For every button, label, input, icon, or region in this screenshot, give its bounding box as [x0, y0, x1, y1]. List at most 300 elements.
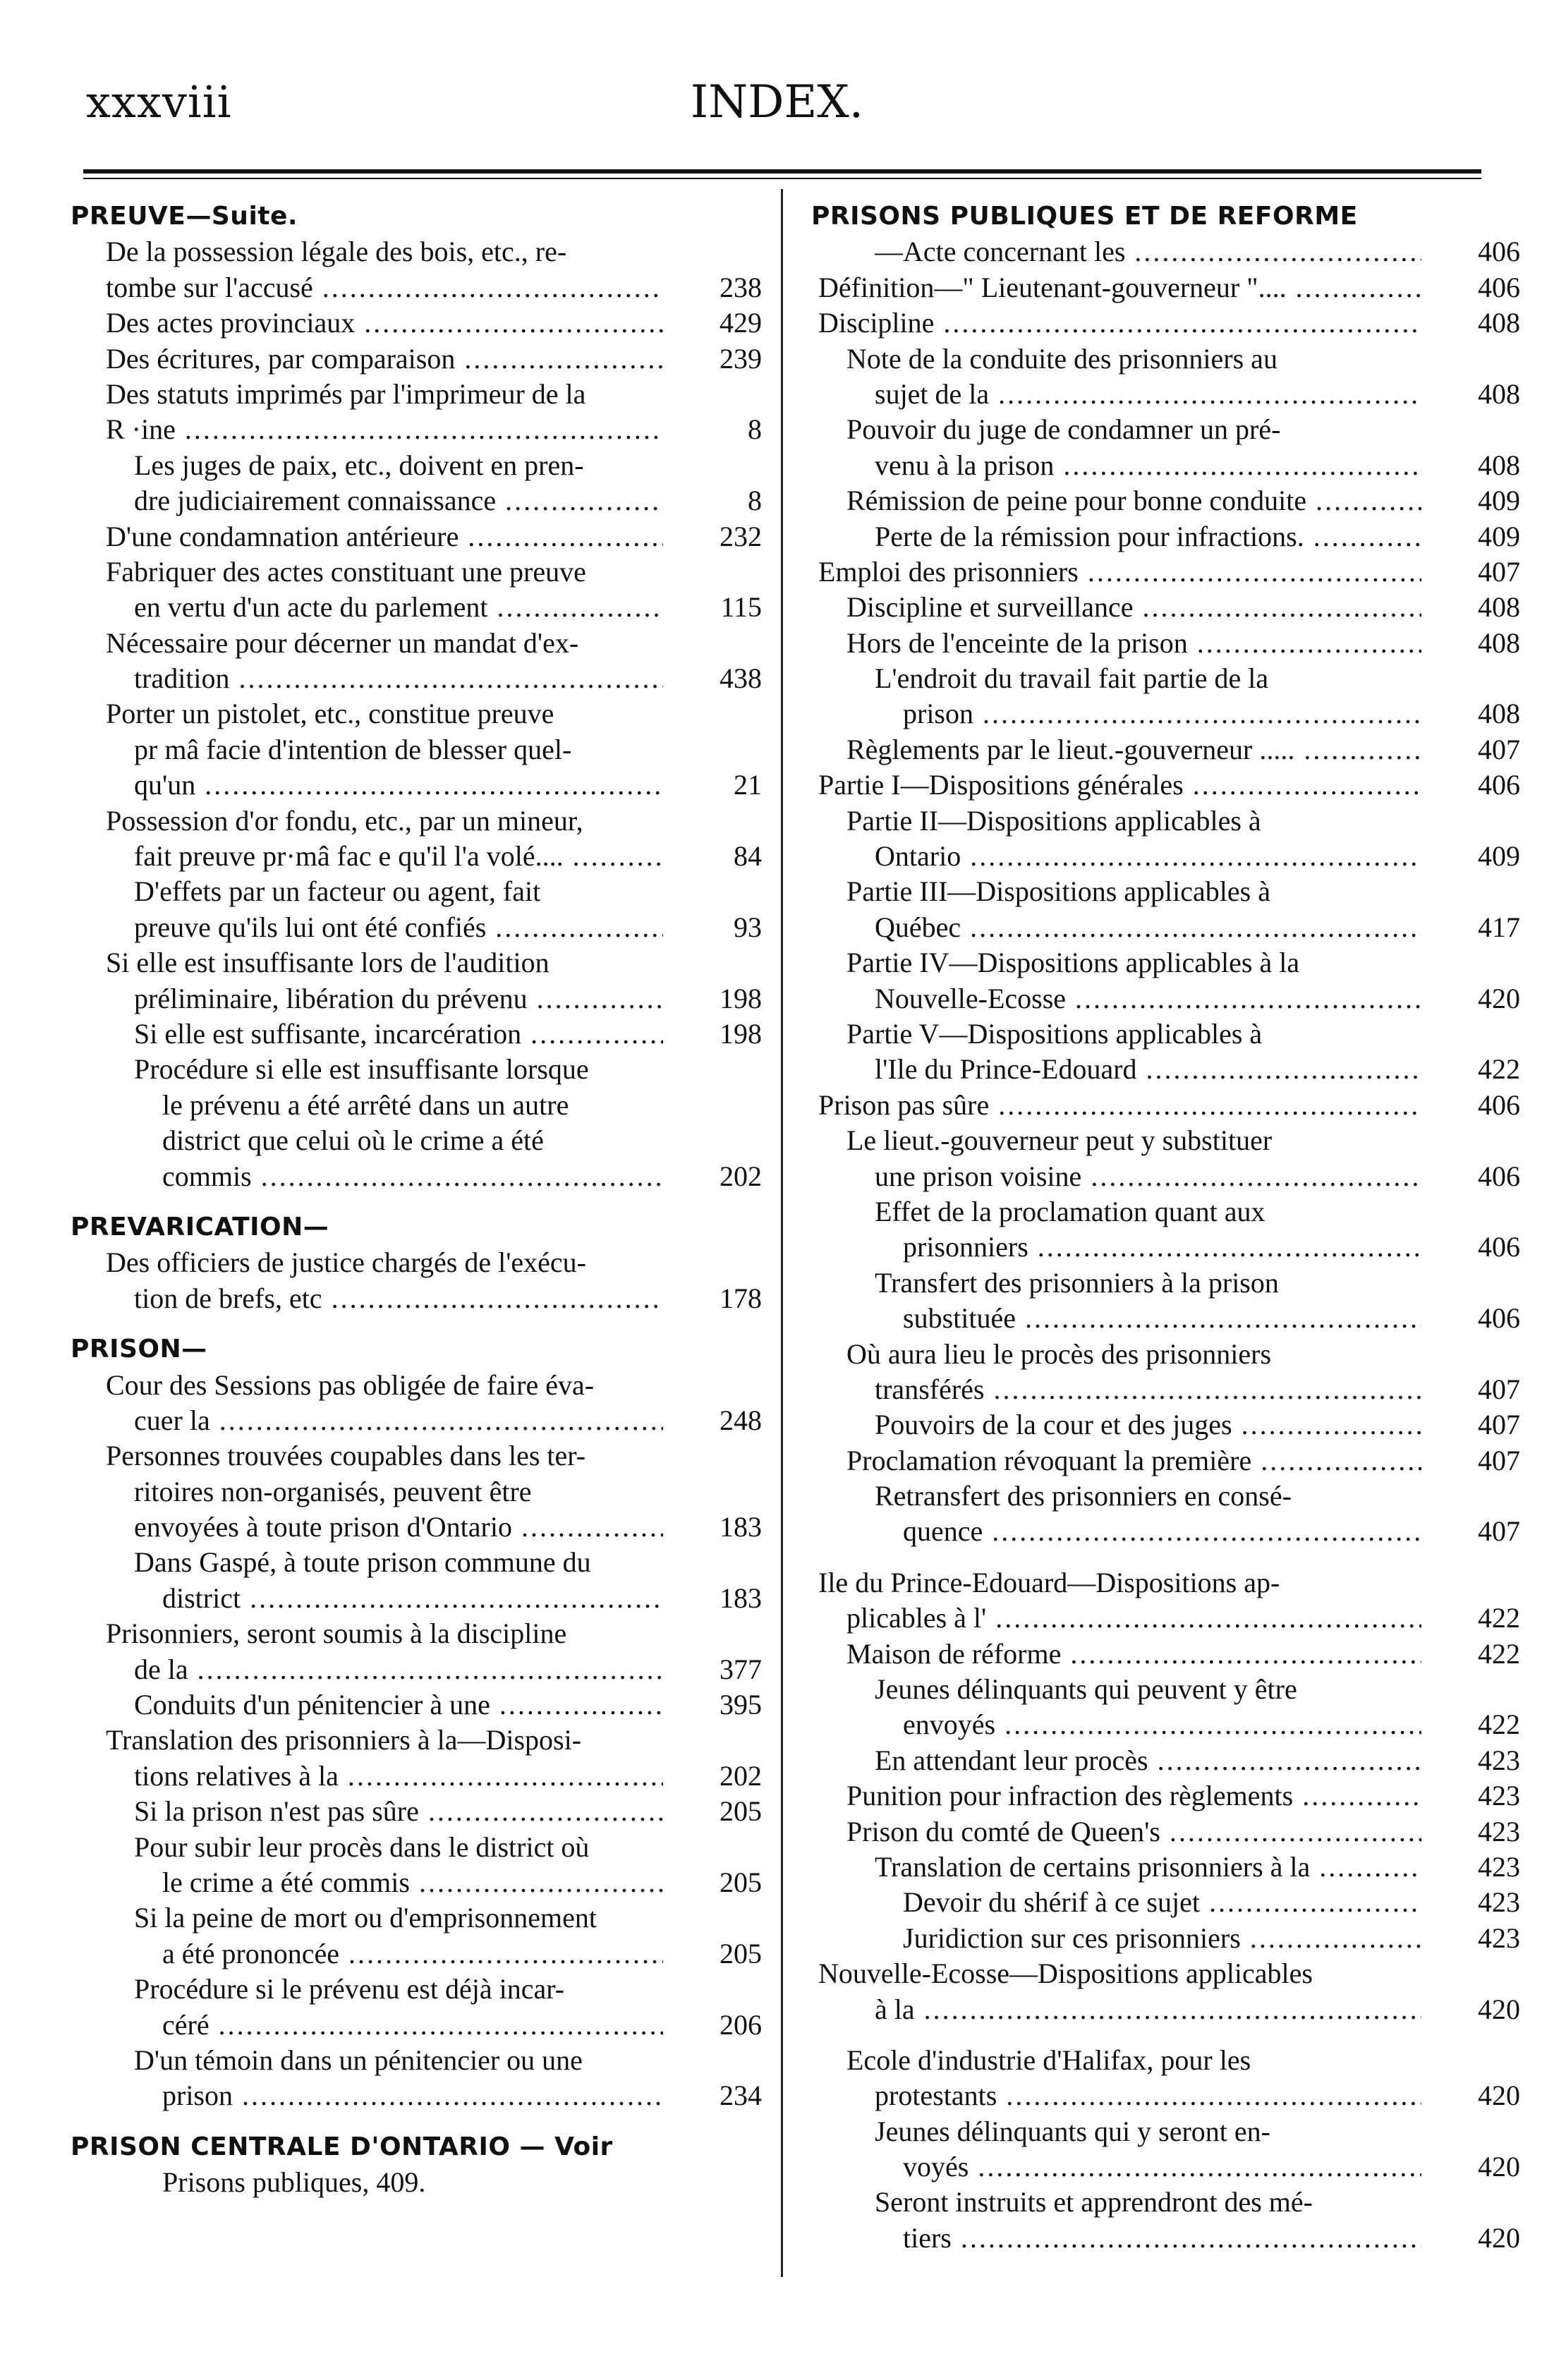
page-reference: 406 [1478, 1302, 1520, 1335]
entry-text: Des actes provinciaux ..... [106, 305, 663, 341]
entry-text: Porter un pistolet, etc., constitue preuve [106, 698, 554, 730]
page-reference: 234 [720, 2080, 762, 2112]
entry-text: Prisons publiques, 409. [162, 2166, 426, 2199]
index-heading [71, 1332, 762, 1367]
index-entry [811, 874, 1520, 909]
entry-text: pr mâ facie d'intention de blesser quel- [134, 733, 572, 765]
entry-text: Perte de la rémission pour infractions. ..... [875, 519, 1421, 554]
entry-text: prison ..... [903, 696, 1421, 731]
entry-text: PREUVE—Suite. [71, 202, 298, 231]
page-reference: 205 [720, 1937, 762, 1969]
index-entry [71, 448, 762, 483]
index-entry [811, 1707, 1520, 1742]
entry-text: D'une condamnation antérieure ..... [106, 519, 663, 554]
index-entry [71, 981, 762, 1016]
entry-text: D'effets par un facteur ou agent, fait [134, 875, 541, 908]
index-entry [811, 1301, 1520, 1336]
page-reference: 205 [720, 1795, 762, 1828]
entry-text: Cour des Sessions pas obligée de faire éva- [106, 1368, 595, 1401]
entry-text: Ile du Prince-Edouard—Dispositions ap- [818, 1566, 1280, 1598]
page-reference: 248 [720, 1404, 762, 1436]
entry-text: sujet de la ..... [875, 377, 1421, 412]
entry-text: Juridiction sur ces prisonniers ..... [903, 1921, 1421, 1956]
entry-text: Si elle est insuffisante lors de l'audition [106, 947, 550, 979]
page-reference: 93 [734, 911, 762, 943]
index-entry [811, 305, 1520, 341]
index-entry [71, 626, 762, 661]
index-heading [71, 199, 762, 234]
index-entry [811, 1565, 1520, 1601]
entry-text: envoyées à toute prison d'Ontario ..... [134, 1510, 663, 1545]
index-entry [811, 377, 1520, 412]
index-entry [71, 1581, 762, 1616]
entry-text: Pour subir leur procès dans le district où [134, 1830, 590, 1863]
page-reference: 423 [1478, 1815, 1520, 1847]
page-reference: 406 [1478, 769, 1520, 801]
header-rule-thin [83, 178, 1481, 179]
entry-text: Si la peine de mort ou d'emprisonnement [134, 1902, 597, 1934]
index-entry [71, 1759, 762, 1794]
page-reference: 406 [1478, 236, 1520, 268]
index-entry [71, 270, 762, 305]
entry-text: Conduits d'un pénitencier à une ..... [134, 1687, 663, 1723]
index-entry [811, 2149, 1520, 2185]
spacer [71, 2114, 762, 2130]
page-reference: 238 [720, 271, 762, 303]
spacer [811, 1550, 1520, 1565]
index-entry [71, 590, 762, 625]
page-reference: 417 [1478, 911, 1520, 943]
entry-text: Règlements par le lieut.-gouverneur ..... ..... [846, 732, 1421, 767]
entry-text: En attendant leur procès ..... [875, 1743, 1421, 1778]
index-entry [71, 732, 762, 767]
entry-text: Possession d'or fondu, etc., par un mineur, [106, 804, 583, 837]
entry-text: Partie IV—Dispositions applicables à la [846, 947, 1300, 979]
entry-text: Partie I—Dispositions générales ..... [818, 767, 1421, 803]
page-reference: 406 [1478, 1231, 1520, 1263]
index-entry [71, 1474, 762, 1510]
entry-text: Nouvelle-Ecosse—Dispositions applicables [818, 1957, 1313, 1990]
index-entry [71, 1281, 762, 1316]
entry-text: PRISON— [71, 1335, 207, 1364]
index-entry [811, 1337, 1520, 1372]
page-reference: 178 [720, 1282, 762, 1314]
index-entry [811, 1016, 1520, 1052]
index-entry [811, 270, 1520, 305]
entry-text: R ·ine ..... [106, 412, 663, 447]
index-entry [71, 1368, 762, 1403]
index-entry [811, 483, 1520, 518]
entry-text: Fabriquer des actes constituant une preuve [106, 555, 586, 588]
spacer [71, 1194, 762, 1210]
index-entry [71, 2008, 762, 2043]
entry-text: prison ..... [162, 2078, 663, 2113]
entry-text: quence ..... [903, 1514, 1421, 1549]
index-entry [71, 483, 762, 518]
index-entry [811, 234, 1520, 269]
index-entry [811, 1743, 1520, 1778]
entry-text: Translation de certains prisonniers à la ..... [875, 1850, 1421, 1885]
entry-text: envoyés ..... [903, 1707, 1421, 1742]
page-number: xxxviii [86, 76, 232, 128]
index-entry [811, 2221, 1520, 2256]
entry-text: Transfert des prisonniers à la prison [875, 1266, 1279, 1299]
index-entry [71, 1438, 762, 1474]
page-reference: 406 [1478, 1160, 1520, 1192]
entry-text: Retransfert des prisonniers en consé- [875, 1480, 1292, 1512]
page-reference: 420 [1478, 982, 1520, 1014]
page-reference: 420 [1478, 1993, 1520, 2025]
index-entry [71, 1545, 762, 1580]
index-entry [811, 696, 1520, 731]
entry-text: Où aura lieu le procès des prisonniers [846, 1337, 1272, 1370]
page-title: INDEX. [690, 76, 864, 128]
page-reference: 420 [1478, 2080, 1520, 2112]
index-entry [71, 1088, 762, 1123]
page-reference: 395 [720, 1689, 762, 1721]
index-entry [811, 412, 1520, 447]
entry-text: Nécessaire pour décerner un mandat d'ex- [106, 626, 579, 659]
spacer [811, 2027, 1520, 2043]
index-entry [71, 412, 762, 447]
index-entry [811, 1778, 1520, 1814]
entry-text: Partie III—Dispositions applicables à [846, 875, 1270, 908]
entry-text: district que celui où le crime a été [162, 1124, 544, 1157]
page-reference: 21 [734, 769, 762, 801]
index-entry [71, 910, 762, 945]
entry-text: Si la prison n'est pas sûre ..... [134, 1794, 663, 1829]
page-reference: 423 [1478, 1744, 1520, 1776]
entry-text: Prisonniers, seront soumis à la discipline [106, 1617, 567, 1650]
entry-text: Rémission de peine pour bonne conduite ..... [846, 483, 1421, 518]
entry-text: Translation des prisonniers à la—Disposi- [106, 1724, 582, 1756]
header-rule [83, 169, 1481, 174]
entry-text: à la ..... [875, 1992, 1421, 2027]
index-entry [811, 1372, 1520, 1407]
index-entry [71, 1794, 762, 1829]
entry-text: Dans Gaspé, à toute prison commune du [134, 1546, 591, 1579]
entry-text: Effet de la proclamation quant aux [875, 1195, 1265, 1227]
index-entry [811, 2078, 1520, 2113]
page-reference: 183 [720, 1511, 762, 1543]
page-reference: 420 [1478, 2221, 1520, 2254]
index-entry [811, 341, 1520, 377]
index-entry [71, 554, 762, 590]
page-reference: 408 [1478, 626, 1520, 659]
entry-text: voyés ..... [903, 2149, 1421, 2185]
index-entry [811, 1407, 1520, 1443]
entry-text: Des écritures, par comparaison ..... [106, 341, 663, 377]
entry-text: substituée ..... [903, 1301, 1421, 1336]
column-divider [781, 189, 783, 2277]
page-reference: 409 [1478, 520, 1520, 552]
entry-text: cuer la ..... [134, 1403, 663, 1438]
page-reference: 239 [720, 342, 762, 375]
index-entry [811, 1514, 1520, 1549]
entry-text: céré ..... [162, 2008, 663, 2043]
index-entry [71, 234, 762, 269]
page-reference: 8 [748, 485, 762, 517]
index-entry [811, 1443, 1520, 1479]
index-entry [811, 1601, 1520, 1636]
index-entry [811, 1052, 1520, 1087]
page-reference: 429 [720, 307, 762, 339]
index-entry [71, 767, 762, 803]
page-reference: 232 [720, 520, 762, 552]
page-reference: 420 [1478, 2151, 1520, 2183]
page-reference: 423 [1478, 1886, 1520, 1919]
page-reference: 198 [720, 982, 762, 1014]
index-entry [71, 1159, 762, 1194]
index-entry [71, 1723, 762, 1758]
page-reference: 202 [720, 1160, 762, 1192]
page-reference: 423 [1478, 1780, 1520, 1812]
entry-text: Partie II—Dispositions applicables à [846, 804, 1261, 837]
index-entry [811, 1265, 1520, 1301]
index-entry [811, 1885, 1520, 1920]
entry-text: PREVARICATION— [71, 1212, 329, 1241]
index-entry [71, 305, 762, 341]
page-reference: 409 [1478, 840, 1520, 873]
index-entry [71, 1245, 762, 1280]
entry-text: plicables à l' ..... [846, 1601, 1421, 1636]
entry-text: Nouvelle-Ecosse ..... [875, 981, 1421, 1016]
index-entry [811, 1230, 1520, 1265]
entry-text: Définition—" Lieutenant-gouverneur ".... ..... [818, 270, 1421, 305]
page-reference: 84 [734, 840, 762, 873]
index-heading [71, 2130, 762, 2165]
index-entry [71, 1123, 762, 1158]
page-reference: 407 [1478, 733, 1520, 765]
entry-text: Devoir du shérif à ce sujet ..... [903, 1885, 1421, 1920]
index-heading [811, 199, 1520, 234]
entry-text: D'un témoin dans un pénitencier ou une [134, 2044, 583, 2076]
index-entry [811, 519, 1520, 554]
entry-text: Partie V—Dispositions applicables à [846, 1017, 1263, 1050]
index-entry [71, 1687, 762, 1723]
index-entry [811, 626, 1520, 661]
index-entry [811, 590, 1520, 625]
entry-text: Ecole d'industrie d'Halifax, pour les [846, 2044, 1251, 2076]
index-entry [71, 1016, 762, 1052]
entry-text: tion de brefs, etc ..... [134, 1281, 663, 1316]
index-entry [811, 1956, 1520, 1991]
entry-text: une prison voisine ..... [875, 1159, 1421, 1194]
index-entry [71, 341, 762, 377]
entry-text: transférés ..... [875, 1372, 1421, 1407]
entry-text: qu'un ..... [134, 767, 663, 803]
index-entry [71, 1936, 762, 1972]
index-entry [811, 1088, 1520, 1123]
page-reference: 422 [1478, 1708, 1520, 1741]
entry-text: Le lieut.-gouverneur peut y substituer [846, 1124, 1273, 1157]
entry-text: Des officiers de justice chargés de l'exécu- [106, 1246, 586, 1279]
index-entry [811, 1921, 1520, 1956]
index-entry [811, 448, 1520, 483]
index-entry [811, 1194, 1520, 1230]
page-reference: 183 [720, 1581, 762, 1614]
index-entry [71, 1616, 762, 1651]
index-entry [71, 1510, 762, 1545]
index-entry [811, 2043, 1520, 2078]
page-reference: 202 [720, 1759, 762, 1792]
page-reference: 408 [1478, 698, 1520, 730]
index-entry [71, 519, 762, 554]
entry-text: Les juges de paix, etc., doivent en pren- [134, 449, 584, 481]
page-reference: 407 [1478, 1444, 1520, 1476]
index-entry [811, 1672, 1520, 1707]
entry-text: L'endroit du travail fait partie de la [875, 662, 1269, 695]
page-reference: 206 [720, 2008, 762, 2041]
left-column [71, 199, 762, 2200]
page-reference: 422 [1478, 1053, 1520, 1086]
page-reference: 198 [720, 1017, 762, 1050]
entry-text: Procédure si le prévenu est déjà incar- [134, 1973, 565, 2005]
index-entry [811, 1637, 1520, 1672]
entry-text: Québec ..... [875, 910, 1421, 945]
index-entry [811, 945, 1520, 980]
index-entry [811, 1814, 1520, 1850]
index-entry [811, 1123, 1520, 1158]
index-entry [811, 803, 1520, 839]
page-reference: 422 [1478, 1602, 1520, 1634]
entry-text: venu à la prison ..... [875, 448, 1421, 483]
index-entry [811, 1850, 1520, 1885]
page-reference: 423 [1478, 1921, 1520, 1954]
page-reference: 406 [1478, 271, 1520, 303]
entry-text: district ..... [162, 1581, 663, 1616]
page-reference: 438 [720, 662, 762, 695]
entry-text: PRISON CENTRALE D'ONTARIO — Voir [71, 2132, 613, 2161]
entry-text: de la ..... [134, 1652, 663, 1687]
entry-text: prisonniers ..... [903, 1230, 1421, 1265]
entry-text: ritoires non-organisés, peuvent être [134, 1475, 532, 1507]
index-entry [71, 377, 762, 412]
index-entry [71, 1900, 762, 1936]
index-entry [811, 767, 1520, 803]
entry-text: préliminaire, libération du prévenu ..... [134, 981, 663, 1016]
page-reference: 406 [1478, 1088, 1520, 1121]
entry-text: Punition pour infraction des règlements ..... [846, 1778, 1421, 1814]
index-entry [811, 2114, 1520, 2149]
entry-text: Discipline ..... [818, 305, 1421, 341]
entry-text: Prison du comté de Queen's ..... [846, 1814, 1421, 1850]
index-entry [71, 661, 762, 696]
index-entry [811, 839, 1520, 874]
index-entry [71, 1403, 762, 1438]
entry-text: en vertu d'un acte du parlement ..... [134, 590, 663, 625]
right-column [811, 199, 1520, 2256]
entry-text: Procédure si elle est insuffisante lorsque [134, 1053, 589, 1086]
index-entry [811, 554, 1520, 590]
entry-text: le prévenu a été arrêté dans un autre [162, 1088, 569, 1121]
index-entry [811, 2185, 1520, 2220]
index-entry [811, 1992, 1520, 2027]
page-reference: 409 [1478, 485, 1520, 517]
entry-text: dre judiciairement connaissance ..... [134, 483, 663, 518]
index-entry [71, 696, 762, 731]
page-reference: 408 [1478, 307, 1520, 339]
index-entry [811, 732, 1520, 767]
entry-text: Ontario ..... [875, 839, 1421, 874]
page-reference: 422 [1478, 1637, 1520, 1670]
index-entry [71, 2078, 762, 2113]
index-entry [811, 910, 1520, 945]
entry-text: Proclamation révoquant la première ..... [846, 1443, 1421, 1479]
entry-text: Hors de l'enceinte de la prison ..... [846, 626, 1421, 661]
page-reference: 377 [720, 1653, 762, 1685]
index-entry [71, 839, 762, 874]
entry-text: commis ..... [162, 1159, 663, 1194]
index-entry [71, 1865, 762, 1900]
entry-text: —Acte concernant les ..... [875, 234, 1421, 269]
page-reference: 408 [1478, 591, 1520, 624]
index-entry [811, 661, 1520, 696]
index-entry [71, 1652, 762, 1687]
index-entry [811, 1479, 1520, 1514]
entry-text: a été prononcée ..... [162, 1936, 663, 1972]
entry-text: Jeunes délinquants qui peuvent y être [875, 1673, 1297, 1706]
entry-text: l'Ile du Prince-Edouard ..... [875, 1052, 1421, 1087]
page-reference: 205 [720, 1866, 762, 1898]
entry-text: protestants ..... [875, 2078, 1421, 2113]
page-reference: 407 [1478, 555, 1520, 588]
entry-text: Emploi des prisonniers ..... [818, 554, 1421, 590]
entry-text: tions relatives à la ..... [134, 1759, 663, 1794]
page-reference: 423 [1478, 1850, 1520, 1883]
page-reference: 408 [1478, 449, 1520, 481]
page-reference: 408 [1478, 377, 1520, 410]
spacer [71, 1316, 762, 1332]
entry-text: le crime a été commis ..... [162, 1865, 663, 1900]
entry-text: Des statuts imprimés par l'imprimeur de la [106, 377, 586, 410]
index-entry [71, 2165, 762, 2200]
entry-text: tiers ..... [903, 2221, 1421, 2256]
entry-text: Prison pas sûre ..... [818, 1088, 1421, 1123]
entry-text: PRISONS PUBLIQUES ET DE REFORME [811, 202, 1358, 231]
page-reference: 407 [1478, 1515, 1520, 1548]
page-reference: 115 [720, 591, 762, 624]
page-reference: 407 [1478, 1373, 1520, 1405]
entry-text: De la possession légale des bois, etc., re- [106, 236, 567, 268]
entry-text: Si elle est suffisante, incarcération ..... [134, 1016, 663, 1052]
index-entry [71, 1972, 762, 2007]
entry-text: fait preuve pr·mâ fac e qu'il l'a volé.... ..... [134, 839, 663, 874]
entry-text: Note de la conduite des prisonniers au [846, 342, 1277, 375]
entry-text: Discipline et surveillance ..... [846, 590, 1421, 625]
index-heading [71, 1210, 762, 1245]
index-entry [71, 945, 762, 980]
page-reference: 8 [748, 413, 762, 446]
page-reference: 407 [1478, 1409, 1520, 1441]
index-entry [71, 2043, 762, 2078]
entry-text: tradition ..... [134, 661, 663, 696]
index-entry [71, 1830, 762, 1865]
entry-text: tombe sur l'accusé ..... [106, 270, 663, 305]
entry-text: Jeunes délinquants qui y seront en- [875, 2115, 1270, 2147]
index-entry [71, 874, 762, 909]
entry-text: Pouvoirs de la cour et des juges ..... [875, 1407, 1421, 1443]
index-entry [811, 1159, 1520, 1194]
index-entry [71, 803, 762, 839]
entry-text: Pouvoir du juge de condamner un pré- [846, 413, 1281, 446]
index-entry [811, 981, 1520, 1016]
index-entry [71, 1052, 762, 1087]
entry-text: Maison de réforme ..... [846, 1637, 1421, 1672]
entry-text: preuve qu'ils lui ont été confiés ..... [134, 910, 663, 945]
entry-text: Seront instruits et apprendront des mé- [875, 2186, 1313, 2218]
entry-text: Personnes trouvées coupables dans les ter- [106, 1440, 586, 1472]
